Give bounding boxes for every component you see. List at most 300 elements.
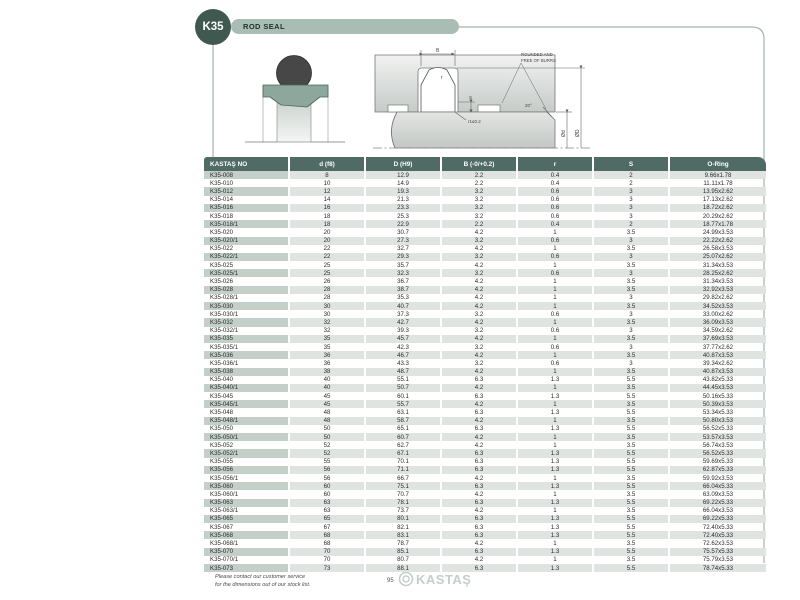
burr-note-line1: ROUNDED AND (521, 52, 553, 57)
table-cell: 3.5 (594, 318, 668, 326)
table-cell: 55 (323, 458, 331, 466)
table-cell: 59.92x3.53 (702, 474, 734, 482)
table-cell: 4.2 (442, 400, 516, 408)
table-cell: 0.6 (550, 310, 560, 318)
table-cell: 1 (553, 474, 557, 482)
column-header: KASTAŞ NO (204, 157, 288, 171)
table-cell: 2 (594, 171, 668, 179)
table-cell: 3 (629, 212, 633, 220)
table-cell: 6.3 (442, 515, 516, 523)
table-row (204, 490, 768, 498)
table-cell: 29.3 (366, 253, 440, 261)
table-cell: 32 (323, 327, 331, 335)
table-row (204, 458, 768, 466)
table-cell: 0.6 (550, 359, 560, 367)
table-cell: 78.7 (397, 540, 409, 548)
table-row (204, 343, 768, 351)
table-cell: 19.3 (366, 187, 440, 195)
table-cell: 63 (290, 499, 364, 507)
table-cell: 1.3 (518, 548, 592, 556)
table-row (204, 294, 768, 302)
table-cell: 0.6 (550, 212, 560, 220)
table-cell: 4.2 (442, 318, 516, 326)
table-cell: 1.3 (518, 499, 592, 507)
table-cell: 25.3 (397, 212, 409, 220)
table-cell: 40 (290, 384, 364, 392)
table-cell: 4.2 (442, 335, 516, 343)
table-cell: 1 (553, 294, 557, 302)
table-cell: 12 (290, 187, 364, 195)
rod-section (391, 112, 555, 148)
table-row (204, 245, 768, 253)
table-cell: 6.3 (474, 392, 484, 400)
table-cell: 40.87x3.53 (670, 351, 766, 359)
table-cell: 38 (290, 368, 364, 376)
table-row (204, 220, 768, 228)
table-cell: 30 (290, 302, 364, 310)
column-header: O-Ring (670, 157, 766, 171)
table-cell: 3.2 (442, 237, 516, 245)
table-cell: 55.7 (366, 400, 440, 408)
table-cell: 82.1 (397, 523, 409, 531)
table-cell: 0.6 (518, 237, 592, 245)
part-number-cell: K35-014 (210, 196, 234, 204)
table-row (204, 466, 768, 474)
table-cell: 1 (553, 245, 557, 253)
table-row (204, 261, 768, 269)
table-cell: 33.00x2.62 (702, 310, 734, 318)
part-number-cell: K35-025 (210, 261, 234, 269)
column-header: S (594, 157, 668, 171)
table-cell: 3 (594, 269, 668, 277)
table-cell: 25.07x2.62 (670, 253, 766, 261)
table-cell: 4.2 (474, 474, 484, 482)
table-cell: 4.2 (442, 302, 516, 310)
chamfer-angle-label: 20° (525, 103, 532, 108)
table-cell: 39.3 (397, 327, 409, 335)
table-cell: 1.3 (550, 376, 560, 384)
table-cell: 5.5 (594, 548, 668, 556)
table-cell: 18 (290, 220, 364, 228)
table-cell: 63.09x3.53 (702, 490, 734, 498)
table-cell: 4.2 (474, 278, 484, 286)
part-number-cell: K35-048 (210, 409, 234, 417)
table-cell: 30 (323, 310, 331, 318)
part-number-cell: K35-025/1 (204, 269, 288, 277)
part-number-cell: K35-012 (204, 187, 288, 195)
table-cell: 10 (323, 179, 331, 187)
table-cell: 14 (323, 196, 331, 204)
table-cell: 0.4 (518, 220, 592, 228)
part-number-cell: K35-020/1 (204, 237, 288, 245)
table-cell: 3.5 (594, 286, 668, 294)
table-cell: 0.6 (518, 253, 592, 261)
table-cell: 1 (518, 286, 592, 294)
table-cell: 5.5 (594, 482, 668, 490)
table-cell: 67.1 (366, 449, 440, 457)
table-cell: 3 (629, 294, 633, 302)
part-number-cell: K35-008 (204, 171, 288, 179)
table-cell: 1.3 (550, 425, 560, 433)
table-cell: 21.3 (397, 196, 409, 204)
rod-diameter-label: Ød (561, 130, 567, 137)
table-cell: 60 (323, 490, 331, 498)
table-row (204, 433, 768, 441)
table-cell: 32.92x3.53 (670, 286, 766, 294)
customer-service-note (215, 574, 310, 589)
column-header: d (f8) (290, 157, 364, 171)
table-row (204, 327, 768, 335)
table-cell: 0.6 (518, 187, 592, 195)
table-cell: 3.2 (474, 212, 484, 220)
table-cell: 3.2 (442, 253, 516, 261)
table-cell: 53.57x3.53 (670, 433, 766, 441)
page-number: 95 (387, 578, 394, 584)
groove-diameter-label: ØD (575, 129, 581, 137)
table-cell: 38.7 (366, 286, 440, 294)
table-cell: 56 (290, 466, 364, 474)
table-cell: 12.9 (366, 171, 440, 179)
part-number-cell: K35-070 (204, 548, 288, 556)
table-cell: 1 (553, 261, 557, 269)
table-cell: 28 (323, 294, 331, 302)
table-cell: 22 (290, 253, 364, 261)
part-number-cell: K35-063 (204, 499, 288, 507)
table-cell: 3 (629, 343, 633, 351)
table-cell: 3.5 (626, 441, 636, 449)
table-cell: 1 (518, 318, 592, 326)
table-cell: 73 (290, 564, 364, 572)
table-row (204, 548, 768, 556)
table-cell: 58.7 (366, 417, 440, 425)
table-cell: 5.5 (626, 409, 636, 417)
table-cell: 1.3 (518, 531, 592, 539)
table-cell: 56.52x5.33 (670, 449, 766, 457)
table-cell: 5.5 (594, 515, 668, 523)
column-header: B (-0/+0.2) (442, 157, 516, 171)
table-row (204, 539, 768, 547)
part-number-cell: K35-068 (204, 531, 288, 539)
table-cell: 40.7 (366, 302, 440, 310)
table-cell: 35.7 (397, 261, 409, 269)
table-cell: 5.5 (594, 466, 668, 474)
table-row (204, 359, 768, 367)
table-cell: 50.80x3.53 (670, 417, 766, 425)
table-cell: 59.69x5.33 (702, 458, 734, 466)
table-cell: 56 (323, 474, 331, 482)
table-cell: 1 (518, 417, 592, 425)
table-cell: 34.59x2.62 (702, 327, 734, 335)
table-cell: 36.7 (397, 278, 409, 286)
table-cell: 35 (323, 343, 331, 351)
table-cell: 2 (629, 179, 633, 187)
series-badge (195, 9, 231, 45)
table-cell: 5.5 (594, 531, 668, 539)
table-cell: 3.5 (626, 490, 636, 498)
table-cell: 45 (290, 400, 364, 408)
part-number-cell: K35-068/1 (210, 540, 239, 548)
table-cell: 85.1 (366, 548, 440, 556)
table-row (204, 400, 768, 408)
table-row (204, 179, 768, 187)
table-cell: 3.5 (594, 302, 668, 310)
table-cell: 3.5 (594, 417, 668, 425)
table-cell: 35 (290, 335, 364, 343)
table-row (204, 425, 768, 433)
part-number-cell: K35-036/1 (210, 359, 239, 367)
table-cell: 66.04x3.53 (702, 507, 734, 515)
table-cell: 0.6 (518, 204, 592, 212)
table-cell: 3.2 (474, 343, 484, 351)
part-number-cell: K35-050/1 (204, 433, 288, 441)
table-cell: 1.3 (518, 515, 592, 523)
part-number-cell: K35-036 (204, 351, 288, 359)
table-cell: 1 (518, 400, 592, 408)
table-row (204, 212, 768, 220)
table-cell: 25 (290, 269, 364, 277)
table-cell: 31.34x3.53 (702, 278, 734, 286)
part-number-cell: K35-052 (210, 441, 234, 449)
table-cell: 6.3 (442, 466, 516, 474)
table-cell: 3.5 (594, 368, 668, 376)
part-number-cell: K35-040/1 (204, 384, 288, 392)
table-cell: 1 (518, 368, 592, 376)
table-row (204, 196, 768, 204)
column-header: r (518, 157, 592, 171)
table-cell: 3 (629, 196, 633, 204)
table-cell: 3.2 (442, 269, 516, 277)
table-cell: 4.2 (474, 294, 484, 302)
table-cell: 30.7 (397, 228, 409, 236)
part-number-cell: K35-026 (210, 278, 234, 286)
table-cell: 1 (553, 490, 557, 498)
table-cell: 3.5 (626, 245, 636, 253)
part-number-cell: K35-056/1 (210, 474, 239, 482)
table-cell: 3 (594, 187, 668, 195)
part-number-cell: K35-020 (210, 228, 234, 236)
table-cell: 42.3 (397, 343, 409, 351)
table-row (204, 368, 768, 376)
table-cell: 25 (323, 261, 331, 269)
table-cell: 70.7 (397, 490, 409, 498)
table-cell: 56.52x5.33 (702, 425, 734, 433)
table-cell: 32.7 (397, 245, 409, 253)
part-number-cell: K35-035/1 (210, 343, 239, 351)
corner-radius-label: r1≤0.2 (468, 119, 481, 124)
table-row (204, 564, 768, 572)
table-cell: 5.5 (626, 425, 636, 433)
table-cell: 3.2 (474, 196, 484, 204)
table-cell: 70 (290, 548, 364, 556)
table-cell: 1.3 (518, 466, 592, 474)
table-cell: 1.3 (550, 392, 560, 400)
table-cell: 3.5 (594, 433, 668, 441)
table-cell: 72.40x5.33 (670, 531, 766, 539)
table-cell: 6.3 (474, 425, 484, 433)
part-number-cell: K35-018 (210, 212, 234, 220)
part-number-cell: K35-040 (210, 376, 234, 384)
dimension-table (204, 157, 768, 572)
table-row (204, 392, 768, 400)
seal-cap (263, 85, 328, 107)
table-cell: 4.2 (474, 507, 484, 515)
table-body (204, 171, 768, 572)
part-number-cell: K35-028 (204, 286, 288, 294)
table-cell: 8 (290, 171, 364, 179)
table-cell: 6.3 (442, 564, 516, 572)
table-cell: 6.3 (474, 376, 484, 384)
part-number-cell: K35-030 (204, 302, 288, 310)
table-cell: 1.3 (518, 449, 592, 457)
table-cell: 83.1 (366, 531, 440, 539)
table-row (204, 310, 768, 318)
table-cell: 28 (290, 286, 364, 294)
table-cell: 3.5 (594, 400, 668, 408)
part-number-cell: K35-032/1 (210, 327, 239, 335)
table-row (204, 499, 768, 507)
note-line: for the dimensions out of our stock list. (215, 581, 311, 588)
table-cell: 45 (323, 392, 331, 400)
table-cell: 1.3 (550, 523, 560, 531)
table-cell: 4.2 (474, 441, 484, 449)
table-cell: 11.11x1.78 (703, 179, 733, 187)
table-cell: 42.7 (366, 318, 440, 326)
table-cell: 78.74x5.33 (670, 564, 766, 572)
table-cell: 2.2 (442, 220, 516, 228)
table-cell: 48 (323, 409, 331, 417)
table-cell: 6.3 (474, 523, 484, 531)
table-cell: 70 (323, 556, 331, 564)
part-number-cell: K35-035 (204, 335, 288, 343)
table-cell: 26.58x3.53 (702, 245, 734, 253)
part-number-cell: K35-016 (204, 204, 288, 212)
table-cell: 17.13x2.62 (702, 196, 734, 204)
table-cell: 5.5 (626, 523, 636, 531)
table-cell: 37.69x3.53 (670, 335, 766, 343)
table-row (204, 335, 768, 343)
table-cell: 78.1 (366, 499, 440, 507)
table-row (204, 187, 768, 195)
table-cell: 3 (629, 359, 633, 367)
table-cell: 3.5 (594, 351, 668, 359)
part-number-cell: K35-067 (210, 523, 234, 531)
table-cell: 4.2 (474, 261, 484, 269)
table-cell: 37.77x2.62 (702, 343, 734, 351)
table-cell: 80.1 (366, 515, 440, 523)
table-cell: 55.1 (397, 376, 409, 384)
table-cell: 5.5 (626, 458, 636, 466)
table-cell: 3 (629, 310, 633, 318)
table-cell: 52 (290, 449, 364, 457)
table-cell: 1 (553, 228, 557, 236)
table-cell: 68 (323, 540, 331, 548)
part-number-cell: K35-028/1 (210, 294, 239, 302)
table-cell: 6.3 (474, 458, 484, 466)
table-cell: 5.5 (626, 376, 636, 384)
burr-note-line2: FREE OF BURRS (521, 58, 556, 63)
table-cell: 36 (323, 359, 331, 367)
table-cell: 69.22x5.33 (670, 515, 766, 523)
table-cell: 3 (629, 327, 633, 335)
table-cell: 50 (323, 425, 331, 433)
table-cell: 3.5 (626, 261, 636, 269)
table-cell: 1 (518, 351, 592, 359)
table-cell: 43.3 (397, 359, 409, 367)
table-cell: 34.52x3.53 (670, 302, 766, 310)
table-cell: 18.72x2.62 (670, 204, 766, 212)
table-cell: 37.3 (397, 310, 409, 318)
table-cell: 43.82x5.33 (702, 376, 734, 384)
table-cell: 3.5 (626, 228, 636, 236)
table-cell: 39.34x2.62 (702, 359, 734, 367)
table-cell: 3.2 (442, 204, 516, 212)
part-number-cell: K35-045/1 (204, 400, 288, 408)
table-row (204, 237, 768, 245)
table-cell: 0.6 (518, 269, 592, 277)
table-cell: 50.7 (366, 384, 440, 392)
table-row (204, 351, 768, 359)
series-code: K35 (202, 21, 224, 33)
part-number-cell: K35-022 (210, 245, 234, 253)
table-cell: 75.57x5.33 (670, 548, 766, 556)
table-cell: 1 (518, 433, 592, 441)
table-cell: 20 (323, 228, 331, 236)
table-cell: 22.22x2.62 (670, 237, 766, 245)
table-cell: 36 (290, 351, 364, 359)
table-cell: 2.2 (474, 179, 484, 187)
table-cell: 29.82x2.62 (702, 294, 734, 302)
table-cell: 32 (290, 318, 364, 326)
table-cell: 60.7 (366, 433, 440, 441)
table-cell: 75.79x3.53 (702, 556, 734, 564)
table-row (204, 417, 768, 425)
table-cell: 0.6 (550, 343, 560, 351)
table-cell: 65 (290, 515, 364, 523)
table-cell: 4.2 (474, 245, 484, 253)
table-cell: 18.77x1.78 (670, 220, 766, 228)
table-cell: 4.2 (474, 490, 484, 498)
table-row (204, 441, 768, 449)
table-row (204, 556, 768, 564)
table-cell: 4.2 (442, 384, 516, 392)
table-cell: 6.3 (442, 449, 516, 457)
table-cell: 20.29x2.62 (702, 212, 734, 220)
table-cell: 4.2 (474, 556, 484, 564)
table-cell: 4.2 (474, 540, 484, 548)
table-header-row (204, 157, 768, 171)
table-cell: 18 (323, 212, 331, 220)
table-cell: 3.5 (626, 556, 636, 564)
table-cell: 4.2 (442, 417, 516, 425)
table-cell: 69.22x5.33 (670, 499, 766, 507)
part-number-cell: K35-045 (210, 392, 234, 400)
table-cell: 1.3 (550, 458, 560, 466)
table-cell: 36.09x3.53 (670, 318, 766, 326)
table-cell: 1.3 (518, 482, 592, 490)
table-cell: 71.1 (366, 466, 440, 474)
table-cell: 2.2 (442, 171, 516, 179)
table-cell: 9.66x1.78 (670, 171, 766, 179)
table-cell: 60.1 (397, 392, 409, 400)
table-cell: 20 (290, 237, 364, 245)
depth-dim-label: S (469, 95, 473, 100)
table-row (204, 253, 768, 261)
part-number-cell: K35-055 (210, 458, 234, 466)
table-cell: 3 (594, 204, 668, 212)
part-number-cell: K35-056 (204, 466, 288, 474)
table-row (204, 408, 768, 416)
part-number-cell: K35-038 (204, 368, 288, 376)
